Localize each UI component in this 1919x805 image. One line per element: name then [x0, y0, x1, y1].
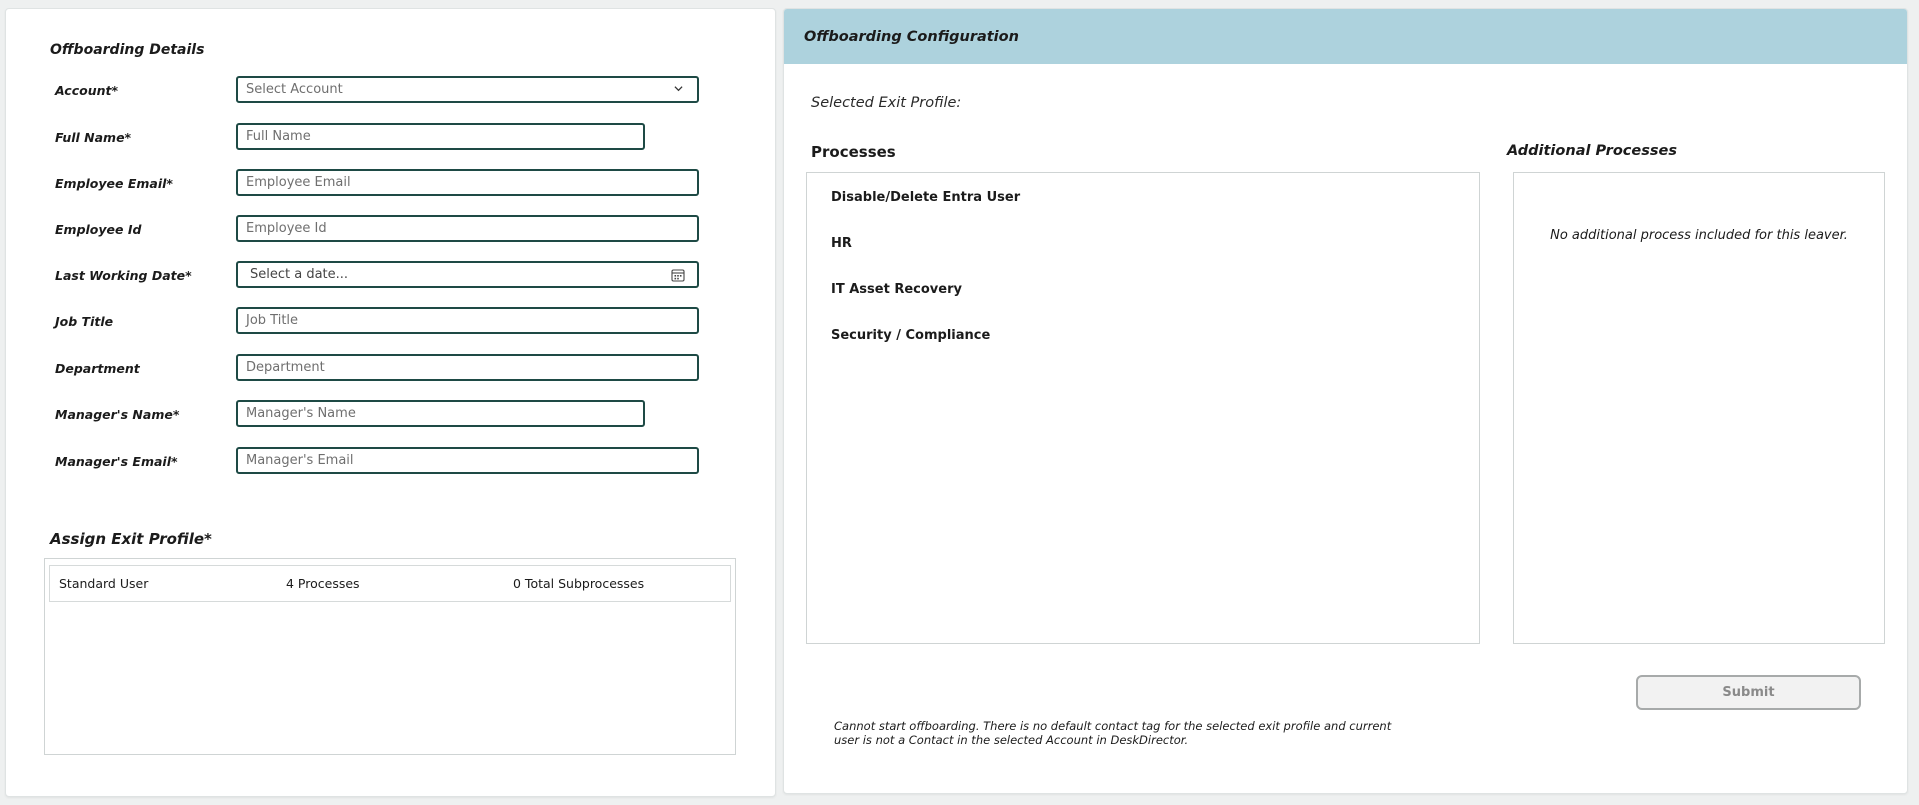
offboarding-details-panel — [5, 8, 776, 797]
last-working-date-picker[interactable] — [236, 261, 699, 288]
process-item: Security / Compliance — [831, 328, 991, 343]
selected-exit-profile-label: Selected Exit Profile: — [811, 95, 962, 111]
submit-button[interactable]: Submit — [1636, 675, 1861, 710]
exit-profile-name: Standard User — [59, 576, 149, 591]
additional-processes-empty-message: No additional process included for this leaver. — [1550, 228, 1848, 243]
process-item: IT Asset Recovery — [831, 282, 962, 297]
department-input[interactable] — [236, 354, 699, 381]
job-title-label: Job Title — [55, 314, 114, 329]
job-title-input[interactable] — [236, 307, 699, 334]
employee-id-input[interactable] — [236, 215, 699, 242]
processes-list — [806, 172, 1480, 644]
account-label: Account* — [55, 83, 119, 98]
employee-email-label: Employee Email* — [55, 176, 173, 191]
config-header — [784, 9, 1907, 64]
manager-name-input[interactable] — [236, 400, 645, 427]
exit-profile-list — [44, 558, 736, 755]
employee-id-label: Employee Id — [55, 222, 142, 237]
account-select[interactable] — [236, 76, 699, 103]
last-working-date-placeholder: Select a date... — [250, 267, 349, 282]
department-placeholder: Department — [246, 360, 325, 375]
manager-email-placeholder: Manager's Email — [246, 453, 354, 468]
job-title-placeholder: Job Title — [246, 313, 299, 328]
employee-email-placeholder: Employee Email — [246, 175, 351, 190]
config-header-title: Offboarding Configuration — [804, 28, 1019, 45]
additional-processes-list — [1513, 172, 1885, 644]
account-select-value: Select Account — [246, 82, 343, 97]
process-item: Disable/Delete Entra User — [831, 190, 1021, 205]
assign-exit-profile-title: Assign Exit Profile* — [50, 530, 212, 548]
employee-id-placeholder: Employee Id — [246, 221, 327, 236]
exit-profile-processes: 4 Processes — [286, 576, 360, 591]
manager-email-label: Manager's Email* — [55, 454, 178, 469]
full-name-input[interactable] — [236, 123, 645, 150]
offboarding-configuration-panel — [783, 8, 1908, 794]
exit-profile-subprocesses: 0 Total Subprocesses — [513, 576, 645, 591]
offboarding-details-title: Offboarding Details — [50, 42, 205, 58]
additional-processes-title: Additional Processes — [1507, 143, 1677, 159]
calendar-icon[interactable] — [671, 268, 685, 282]
processes-title: Processes — [811, 143, 896, 161]
chevron-down-icon — [674, 84, 683, 93]
last-working-date-label: Last Working Date* — [55, 268, 192, 283]
full-name-label: Full Name* — [55, 130, 132, 145]
department-label: Department — [55, 361, 140, 376]
manager-email-input[interactable] — [236, 447, 699, 474]
offboarding-warning-message: Cannot start offboarding. There is no default contact tag for the selected exit profile and current user is not a Contact in the selected Account in DeskDirector. — [834, 719, 1392, 747]
process-item: HR — [831, 236, 852, 251]
employee-email-input[interactable] — [236, 169, 699, 196]
manager-name-placeholder: Manager's Name — [246, 406, 356, 421]
full-name-placeholder: Full Name — [246, 129, 311, 144]
manager-name-label: Manager's Name* — [55, 407, 180, 422]
exit-profile-row[interactable] — [49, 565, 731, 602]
